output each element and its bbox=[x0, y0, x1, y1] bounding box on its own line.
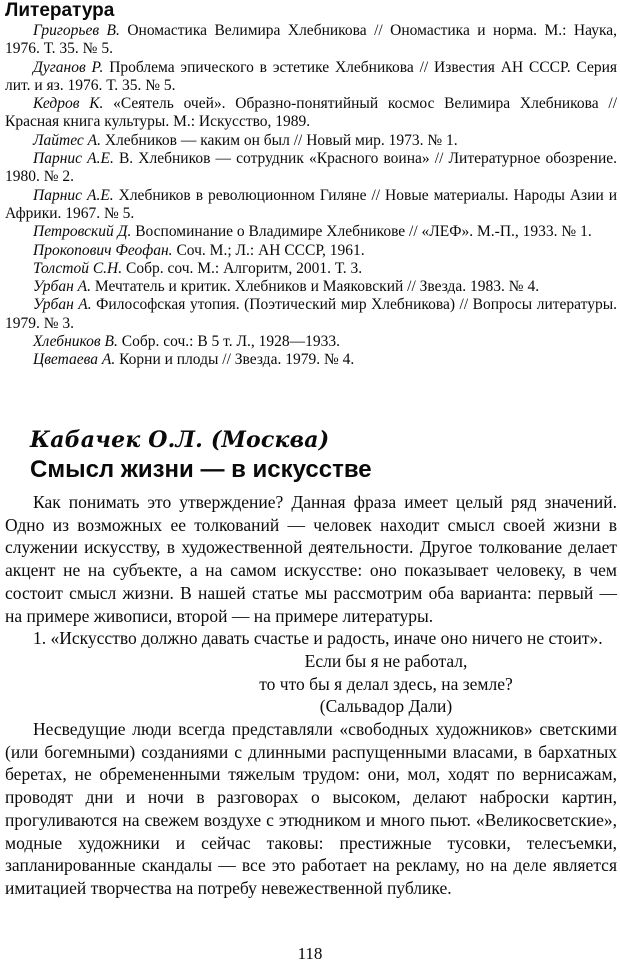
reference-item bbox=[5, 59, 617, 96]
references-list bbox=[5, 22, 617, 370]
reference-author: Прокопович Феофан. bbox=[33, 241, 173, 259]
reference-text: Проблема эпического в эстетике Хлебникова // Известия АН СССР. Серия лит. и яз. 1976. Т. 35. № 5. bbox=[5, 58, 617, 94]
reference-item bbox=[5, 132, 617, 150]
references-heading: Литература bbox=[5, 0, 115, 21]
reference-text: Мечтатель и критик. Хлебников и Маяковский // Звезда. 1983. № 4. bbox=[91, 278, 540, 296]
reference-item bbox=[5, 242, 617, 260]
reference-author: Цветаева А. bbox=[33, 351, 116, 369]
article-author: Кабачек О.Л. (Москва) bbox=[30, 427, 330, 453]
reference-item bbox=[5, 223, 617, 241]
reference-author: Парнис А.Е. bbox=[33, 186, 114, 204]
reference-author: Урбан А. bbox=[33, 296, 92, 314]
reference-text: Хлебников в революционном Гиляне // Новые материалы. Народы Азии и Африки. 1967. № 5. bbox=[5, 186, 618, 222]
epigraph-source: (Сальвадор Дали) bbox=[319, 696, 453, 717]
reference-author: Петровский Д. bbox=[33, 223, 132, 241]
reference-author: Лайтес А. bbox=[33, 131, 101, 149]
reference-author: Урбан А. bbox=[33, 278, 92, 296]
article-title: Смысл жизни — в искусстве bbox=[30, 456, 372, 483]
epigraph bbox=[5, 650, 617, 718]
reference-item bbox=[5, 95, 617, 132]
epigraph-line: то что бы я делал здесь, на земле? bbox=[259, 673, 513, 694]
reference-author: Толстой С.Н. bbox=[33, 259, 123, 277]
reference-author: Парнис А.Е. bbox=[33, 150, 114, 168]
reference-text: Собр. соч.: В 5 т. Л., 1928—1933. bbox=[117, 333, 341, 351]
page-number: 118 bbox=[297, 944, 323, 963]
reference-item bbox=[5, 22, 617, 59]
reference-author: Хлебников В. bbox=[33, 333, 118, 351]
reference-author: Григорьев В. bbox=[33, 22, 120, 39]
reference-item bbox=[5, 333, 617, 351]
reference-item bbox=[5, 187, 617, 224]
reference-item bbox=[5, 150, 617, 187]
reference-text: Корни и плоды // Звезда. 1979. № 4. bbox=[115, 351, 355, 369]
body-paragraph: 1. «Искусство должно давать счастье и радость, иначе оно ничего не стоит». bbox=[33, 628, 603, 649]
reference-item bbox=[5, 278, 617, 296]
reference-text: Собр. соч. М.: Алгоритм, 2001. Т. 3. bbox=[122, 259, 363, 277]
body-paragraph: Как понимать это утверждение? Данная фраза имеет целый ряд значений. Одно из возможных ее толкований — человек находит смысл своей жизни в служении искусству, в художественной деятельности. Другое толкование делает акцент не на субъекте, а на самом искусстве: оно показывает человеку, в чем состоит смысл жизни. В нашей статье мы рассмотрим оба варианта: первый — на примере живописи, второй — на примере литературы. bbox=[5, 492, 617, 626]
reference-text: Соч. М.; Л.: АН СССР, 1961. bbox=[172, 241, 365, 259]
epigraph-line: Если бы я не работал, bbox=[304, 650, 468, 671]
reference-text: «Сеятель очей». Образно-понятийный космос Велимира Хлебникова // Красная книга культуры. М.: Искусство, 1989. bbox=[5, 95, 617, 131]
reference-text: Хлебников — каким он был // Новый мир. 1973. № 1. bbox=[100, 131, 458, 149]
body-paragraph: Несведущие люди всегда представляли «свободных художников» светскими (или богемными) созданиями с длинными распущенными власами, в бархатных беретах, не обремененными тяжелым трудом: они, мол, ходят по вернисажам, проводят дни и ночи в разговорах о высоком, делают наброски картин, прогуливаются на свежем воздухе с этюдником и много пьют. «Великосветские», модные художники и сейчас таковы: престижные тусовки, телесъемки, запланированные скандалы — все это работает на рекламу, но на деле является имитацией творчества на потребу невежественной публике. bbox=[5, 719, 617, 898]
reference-item bbox=[5, 351, 617, 369]
reference-text: В. Хлебников — сотрудник «Красного воина» // Литературное обозрение. 1980. № 2. bbox=[5, 150, 617, 186]
reference-text: Воспоминание о Владимире Хлебникове // «ЛЕФ». М.-П., 1933. № 1. bbox=[131, 223, 592, 241]
article-body bbox=[5, 491, 617, 900]
reference-item bbox=[5, 296, 617, 333]
reference-author: Дуганов Р. bbox=[33, 58, 104, 76]
reference-text: Философская утопия. (Поэтический мир Хлебникова) // Вопросы литературы. 1979. № 3. bbox=[5, 296, 617, 332]
reference-author: Кедров К. bbox=[33, 95, 104, 113]
reference-item bbox=[5, 260, 617, 278]
reference-text: Ономастика Велимира Хлебникова // Ономастика и норма. М.: Наука, 1976. Т. 35. № 5. bbox=[5, 22, 617, 58]
